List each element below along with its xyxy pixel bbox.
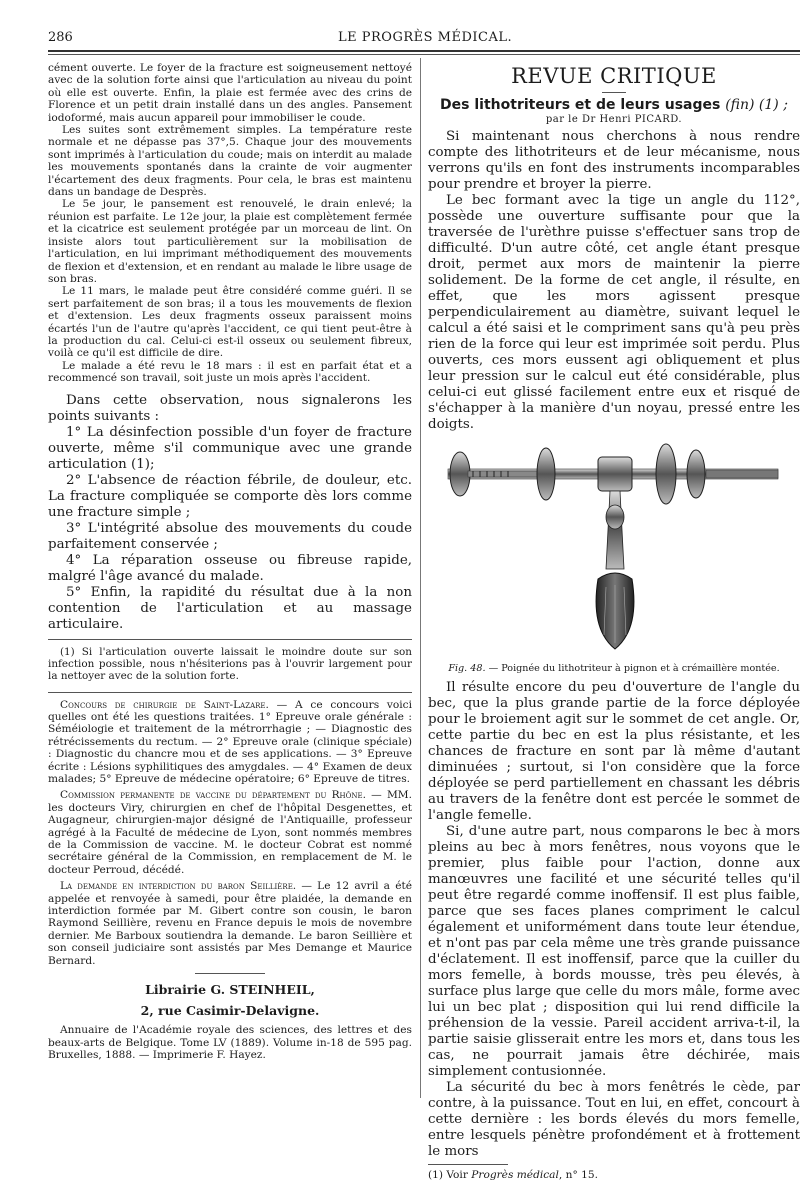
footnote-rule <box>48 639 412 640</box>
case-paragraph: Le 11 mars, le malade peut être considéré comme guéri. Il se sert parfaitement de son bras; il a tous les mouvements de flexion et d'extension. Les deux fragments osseux paraissent moins écartés l'un de l'autre qu'après l'accident, ce qui tient peut-être à la production du cal. Celui-ci est-il osseux ou seulement fibreux, voilà ce qu'il est difficile de dire. <box>48 285 412 360</box>
article-paragraph: Si maintenant nous cherchons à nous rendre compte des lithotriteurs et de leur mécanisme, nous verrons qu'ils en font des instruments incomparables pour prendre et broyer la pierre. <box>428 129 800 192</box>
section-title: REVUE CRITIQUE <box>511 64 717 88</box>
figure-label: Fig. 48. <box>448 663 486 674</box>
page-header <box>48 22 800 48</box>
journal-title: LE PROGRÈS MÉDICAL. <box>338 30 513 45</box>
case-paragraph: Le 5e jour, le pansement est renouvelé, le drain enlevé; la réunion est parfaite. Le 12e jour, la plaie est complètement fermée et la cicatrice est seulement protégée par un morceau de lint. On insiste alors tout particulièrement sur la mobilisation de l'articulation, en lui imprimant méthodiquement des mouvements de flexion et d'extension, et en rendant au malade le libre usage de son bras. <box>48 198 412 285</box>
article-title: Des lithotriteurs et de leurs usages (fin) (1) ; <box>440 97 788 113</box>
case-report <box>48 62 412 385</box>
case-paragraph: Le malade a été revu le 18 mars : il est en parfait état et a recommencé son travail, soit juste un mois après l'accident. <box>48 359 412 385</box>
footnote: (1) Si l'articulation ouverte laissait le moindre doute sur son infection possible, nous n'hésiterions pas à l'ouvrir largement pour la nettoyer avec de la solution forte. <box>48 645 412 682</box>
news-text: — A ce concours voici quelles ont été les questions traitées. 1° Epreuve orale générale : Séméiologie et traitement de la métrorrhagie ; — Diagnostic des rétrécissements du rectum. — 2° Epreuve orale (clinique spéciale) : Diagnostic du chancre mou et de ses applications. — 3° Epreuve écrite : Lésions syphilitiques des amygdales. — 4° Examen de deux malades; 5° Epreuve de médecine opératoire; 6° Epreuve de titres. <box>48 698 412 785</box>
lithotrite-handle-illustration <box>438 439 788 661</box>
header-rule <box>48 50 800 52</box>
conclusion-paragraph: 2° L'absence de réaction fébrile, de douleur, etc. La fracture compliquée se comporte dès lors comme une fracture simple ; <box>48 472 412 520</box>
conclusion-paragraph: 4° La réparation osseuse ou fibreuse rapide, malgré l'âge avancé du malade. <box>48 552 412 584</box>
footnote-rule <box>428 1164 508 1165</box>
news-concours <box>48 699 412 786</box>
title-rule <box>602 92 626 93</box>
section-rule <box>48 692 412 693</box>
conclusions <box>48 393 412 633</box>
footnote-journal: Progrès médical <box>471 1169 559 1181</box>
column-divider <box>420 58 421 1098</box>
news-text: — Le 12 avril a été appelée et renvoyée à samedi, pour être plaidée, la demande en interdiction formée par M. Gibert contre son cousin, le baron Raymond Seillière, revenu en France depuis le mois de novembre dernier. Me Barboux soutiendra la demande. Le baron Seillière et son conseil judiciaire sont assistés par Mes Demange et Maurice Bernard. <box>48 880 412 967</box>
news-heading: Commission permanente de vaccine du département du Rhône. <box>60 789 367 802</box>
article-title-suffix: (fin) (1) ; <box>725 97 788 113</box>
article-body-top <box>428 129 800 433</box>
news-commission <box>48 789 412 876</box>
article-footnote: (1) Voir Progrès médical, n° 15. <box>428 1169 598 1181</box>
article-paragraph: Le bec formant avec la tige un angle du 112°, possède une ouverture suffisante pour que la traversée de l'urèthre puisse s'effectuer sans trop de difficulté. D'un autre côté, cet angle étant presque droit, permet aux mors de maintenir la pierre solidement. De la forme de cet angle, il résulte, en effet, que les mors agissent presque perpendiculairement au diamètre, suivant lequel le calcul a été saisi et le compriment sans qu'à peu près rien de la force qui leur est imprimée soit perdu. Plus ouverts, ces mors eussent agi obliquement et plus leur pression sur le calcul eut été considérable, plus celui-ci eut glissé facilement entre eux et risqué de s'échapper à la manière d'un noyau, pressé entre les doigts. <box>428 193 800 432</box>
conclusion-paragraph: 1° La désinfection possible d'un foyer de fracture ouverte, même s'il communique avec une grande articulation (1); <box>48 424 412 472</box>
byline: par le Dr Henri PICARD. <box>545 114 683 125</box>
conclusion-paragraph: 5° Enfin, la rapidité du résultat due à la non contention de l'articulation et au massage articulaire. <box>48 584 412 632</box>
news-interdiction <box>48 880 412 967</box>
left-column <box>48 62 412 1102</box>
librairie-address: 2, rue Casimir-Delavigne. <box>140 1003 320 1019</box>
figure-caption-text: — Poignée du lithotriteur à pignon et à crémaillère montée. <box>485 663 780 674</box>
article-paragraph: La sécurité du bec à mors fenêtrés le cède, par contre, à la puissance. Tout en lui, en effet, concourt à cette dernière : les bords élevés du mors femelle, entre lesquels pénètre profondément et à frottement le mors <box>428 1080 800 1159</box>
news-heading: La demande en interdiction du baron Seillière. <box>60 880 297 893</box>
conclusion-paragraph: Dans cette observation, nous signalerons les points suivants : <box>48 392 412 424</box>
header-rule-thin <box>48 54 800 55</box>
news-heading: Concours de chirurgie de Saint-Lazare. <box>60 698 269 711</box>
page-number: 286 <box>48 30 73 45</box>
case-paragraph: Les suites sont extrêmement simples. La température reste normale et ne dépasse pas 37°,5. Chaque jour des mouvements sont imprimés à l'articulation du coude; mais on interdit au malade les mouvements spontanés dans la crainte de voir augmenter l'écartement des deux fragments. Pour cela, le bras est maintenu dans un bandage de Desprès. <box>48 124 412 199</box>
right-column <box>428 60 800 1181</box>
short-rule <box>195 973 265 974</box>
annuaire-text: Annuaire de l'Académie royale des sciences, des lettres et des beaux-arts de Belgique. Tome LV (1889). Volume in-18 de 595 pag. Bruxelles, 1888. — Imprimerie F. Hayez. <box>48 1024 412 1061</box>
article-body-bottom <box>428 680 800 1160</box>
case-paragraph: cément ouverte. Le foyer de la fracture est soigneusement nettoyé avec de la solution forte ainsi que l'articulation au niveau du point où elle est ouverte. Enfin, la plaie est fermée avec des crins de Florence et un petit drain installé dans un des angles. Pansement iodoformé, mais aucun appareil pour immobiliser le coude. <box>48 62 412 124</box>
conclusion-paragraph: 3° L'intégrité absolue des mouvements du coude parfaitement conservée ; <box>48 520 412 552</box>
article-paragraph: Si, d'une autre part, nous comparons le bec à mors pleins au bec à mors fenêtres, nous voyons que le premier, plus faible pour l'action, donne aux manœuvres une facilité et une sécurité telles qu'il peut être regardé comme inoffensif. Il est plus faible, parce que ses faces planes compriment le calcul également et uniformément dans toute leur étendue, et n'ont pas par cela même une très grande puissance d'éclatement. Il est inoffensif, parce que la cuiller du mors femelle, à bords mousse, très peu élevés, à surface plus large que celle du mors mâle, forme avec lui un bec plat ; disposition qui lui rend difficile la préhension de la vessie. Pareil accident arriva-t-il, la partie saisie glisserait entre les mors et, dans tous les cas, ne pourrait jamais être déchirée, mais simplement contusionnée. <box>428 824 800 1079</box>
librairie-name: Librairie G. STEINHEIL, <box>145 982 315 998</box>
figure-caption <box>428 663 800 674</box>
news-text: — MM. les docteurs Viry, chirurgien en chef de l'hôpital Desgenettes, et Augagneur, chirurgien-major désigné de l'Antiquaille, professeur agrégé à la Faculté de médecine de Lyon, sont nommés membres de la Commission de vaccine. M. le docteur Cobrat est nommé secrétaire général de la Commission, en remplacement de M. le docteur Perroud, décédé. <box>48 789 412 876</box>
lithotrite-figure <box>428 439 800 661</box>
book-notice <box>48 1024 412 1061</box>
news-items <box>48 699 412 968</box>
article-paragraph: Il résulte encore du peu d'ouverture de l'angle du bec, que la plus grande partie de la force déployée pour le broiement agit sur le sommet de cet angle. Or, cette partie du bec en est la plus résistante, et les chances de fracture en sont par là même d'autant diminuées ; surtout, si l'on considère que la force déployée se perd partiellement en chassant les débris au travers de la fenêtre dont est percée le sommet de l'angle femelle. <box>428 680 800 823</box>
